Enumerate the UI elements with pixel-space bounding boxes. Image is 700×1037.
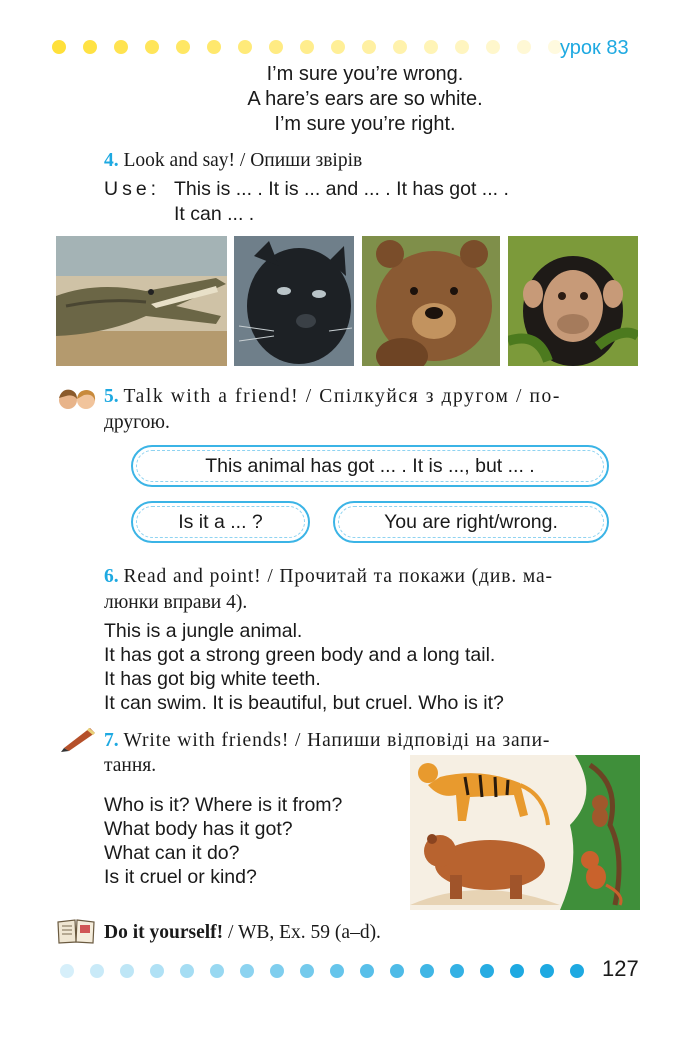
speech-cloud-text: Is it a ... ? xyxy=(178,511,263,533)
decorative-dot xyxy=(238,40,252,54)
decorative-dot xyxy=(424,40,438,54)
decorative-dot xyxy=(420,964,434,978)
decorative-dot xyxy=(300,964,314,978)
decorative-dot xyxy=(330,964,344,978)
diy-reference: / WB, Ex. 59 (a–d). xyxy=(223,922,381,943)
task7-questions xyxy=(104,793,342,889)
page-number: 127 xyxy=(602,956,639,981)
text-line: It can swim. It is beautiful, but cruel. Who is it? xyxy=(104,692,504,714)
question-line: What can it do? xyxy=(104,842,240,864)
decorative-dot xyxy=(360,964,374,978)
task7-title-continued: тання. xyxy=(104,755,157,776)
diy-line xyxy=(104,922,381,944)
decorative-dot xyxy=(331,40,345,54)
speech-cloud xyxy=(131,445,609,487)
task6-text xyxy=(104,619,504,715)
task5-title: Talk with a friend! / Спілкуйся з другом / по- xyxy=(123,386,561,407)
text-line: It has got big white teeth. xyxy=(104,668,321,690)
decorative-dot xyxy=(393,40,407,54)
decorative-dot xyxy=(486,40,500,54)
speech-cloud xyxy=(131,501,310,543)
use-pattern: This is ... . It is ... and ... . It has got ... . xyxy=(174,178,509,200)
task5-number: 5. xyxy=(104,386,119,407)
workbook-icon xyxy=(56,918,96,949)
decorative-dot xyxy=(210,964,224,978)
task7-heading xyxy=(104,730,550,752)
bear-photo xyxy=(362,236,500,366)
decorative-dot xyxy=(517,40,531,54)
decorative-dot xyxy=(52,40,66,54)
task4-heading xyxy=(104,150,362,172)
poem-line: A hare’s ears are so white. xyxy=(247,88,483,110)
poem xyxy=(0,62,700,137)
task6-number: 6. xyxy=(104,566,119,587)
task6-heading xyxy=(104,566,553,588)
task7-number: 7. xyxy=(104,730,119,751)
lesson-label: урок 83 xyxy=(560,37,629,59)
decorative-dot xyxy=(180,964,194,978)
task6-title: Read and point! / Прочитай та покажи (див. ма- xyxy=(123,566,553,587)
decorative-dot xyxy=(480,964,494,978)
task7-title: Write with friends! / Напиши відповіді на запи- xyxy=(123,730,551,751)
question-line: Who is it? Where is it from? xyxy=(104,794,343,816)
task5-title-continued: другою. xyxy=(104,412,170,433)
decorative-dot xyxy=(450,964,464,978)
decorative-dot xyxy=(120,964,134,978)
decorative-dot xyxy=(90,964,104,978)
animals-illustration xyxy=(410,755,640,915)
use-label: Use: xyxy=(104,178,161,200)
task4-title: Look and say! / Опиши звірів xyxy=(123,150,363,171)
poem-line: I’m sure you’re wrong. xyxy=(266,63,464,85)
decorative-dot xyxy=(83,40,97,54)
decorative-dot xyxy=(570,964,584,978)
question-line: Is it cruel or kind? xyxy=(104,866,257,888)
decorative-dot xyxy=(60,964,74,978)
crocodile-photo xyxy=(56,236,227,366)
decorative-dot xyxy=(207,40,221,54)
decorative-dot xyxy=(455,40,469,54)
pen-icon xyxy=(58,724,98,757)
text-line: It has got a strong green body and a long tail. xyxy=(104,644,496,666)
speech-cloud-text: This animal has got ... . It is ..., but ... . xyxy=(205,455,535,477)
decorative-dot xyxy=(269,40,283,54)
chimpanzee-photo xyxy=(508,236,638,366)
decorative-dot xyxy=(510,964,524,978)
diy-label: Do it yourself! xyxy=(104,922,224,943)
decorative-dot xyxy=(270,964,284,978)
decorative-dot xyxy=(390,964,404,978)
task4-use-line xyxy=(104,178,509,201)
decorative-dot xyxy=(114,40,128,54)
question-line: What body has it got? xyxy=(104,818,293,840)
decorative-dot xyxy=(362,40,376,54)
panther-photo xyxy=(234,236,354,366)
decorative-dot xyxy=(300,40,314,54)
decorative-dot xyxy=(176,40,190,54)
speech-cloud xyxy=(333,501,609,543)
task6-title-continued: люнки вправи 4). xyxy=(104,592,248,613)
task4-use-line-2: It can ... . xyxy=(174,203,255,225)
poem-line: I’m sure you’re right. xyxy=(274,113,456,135)
text-line: This is a jungle animal. xyxy=(104,620,303,642)
decorative-dot xyxy=(145,40,159,54)
talk-friends-icon xyxy=(56,388,98,415)
decorative-dot xyxy=(150,964,164,978)
speech-cloud-text: You are right/wrong. xyxy=(384,511,558,533)
decorative-dot xyxy=(240,964,254,978)
decorative-dot xyxy=(540,964,554,978)
task5-heading xyxy=(104,386,561,408)
task4-number: 4. xyxy=(104,150,119,171)
